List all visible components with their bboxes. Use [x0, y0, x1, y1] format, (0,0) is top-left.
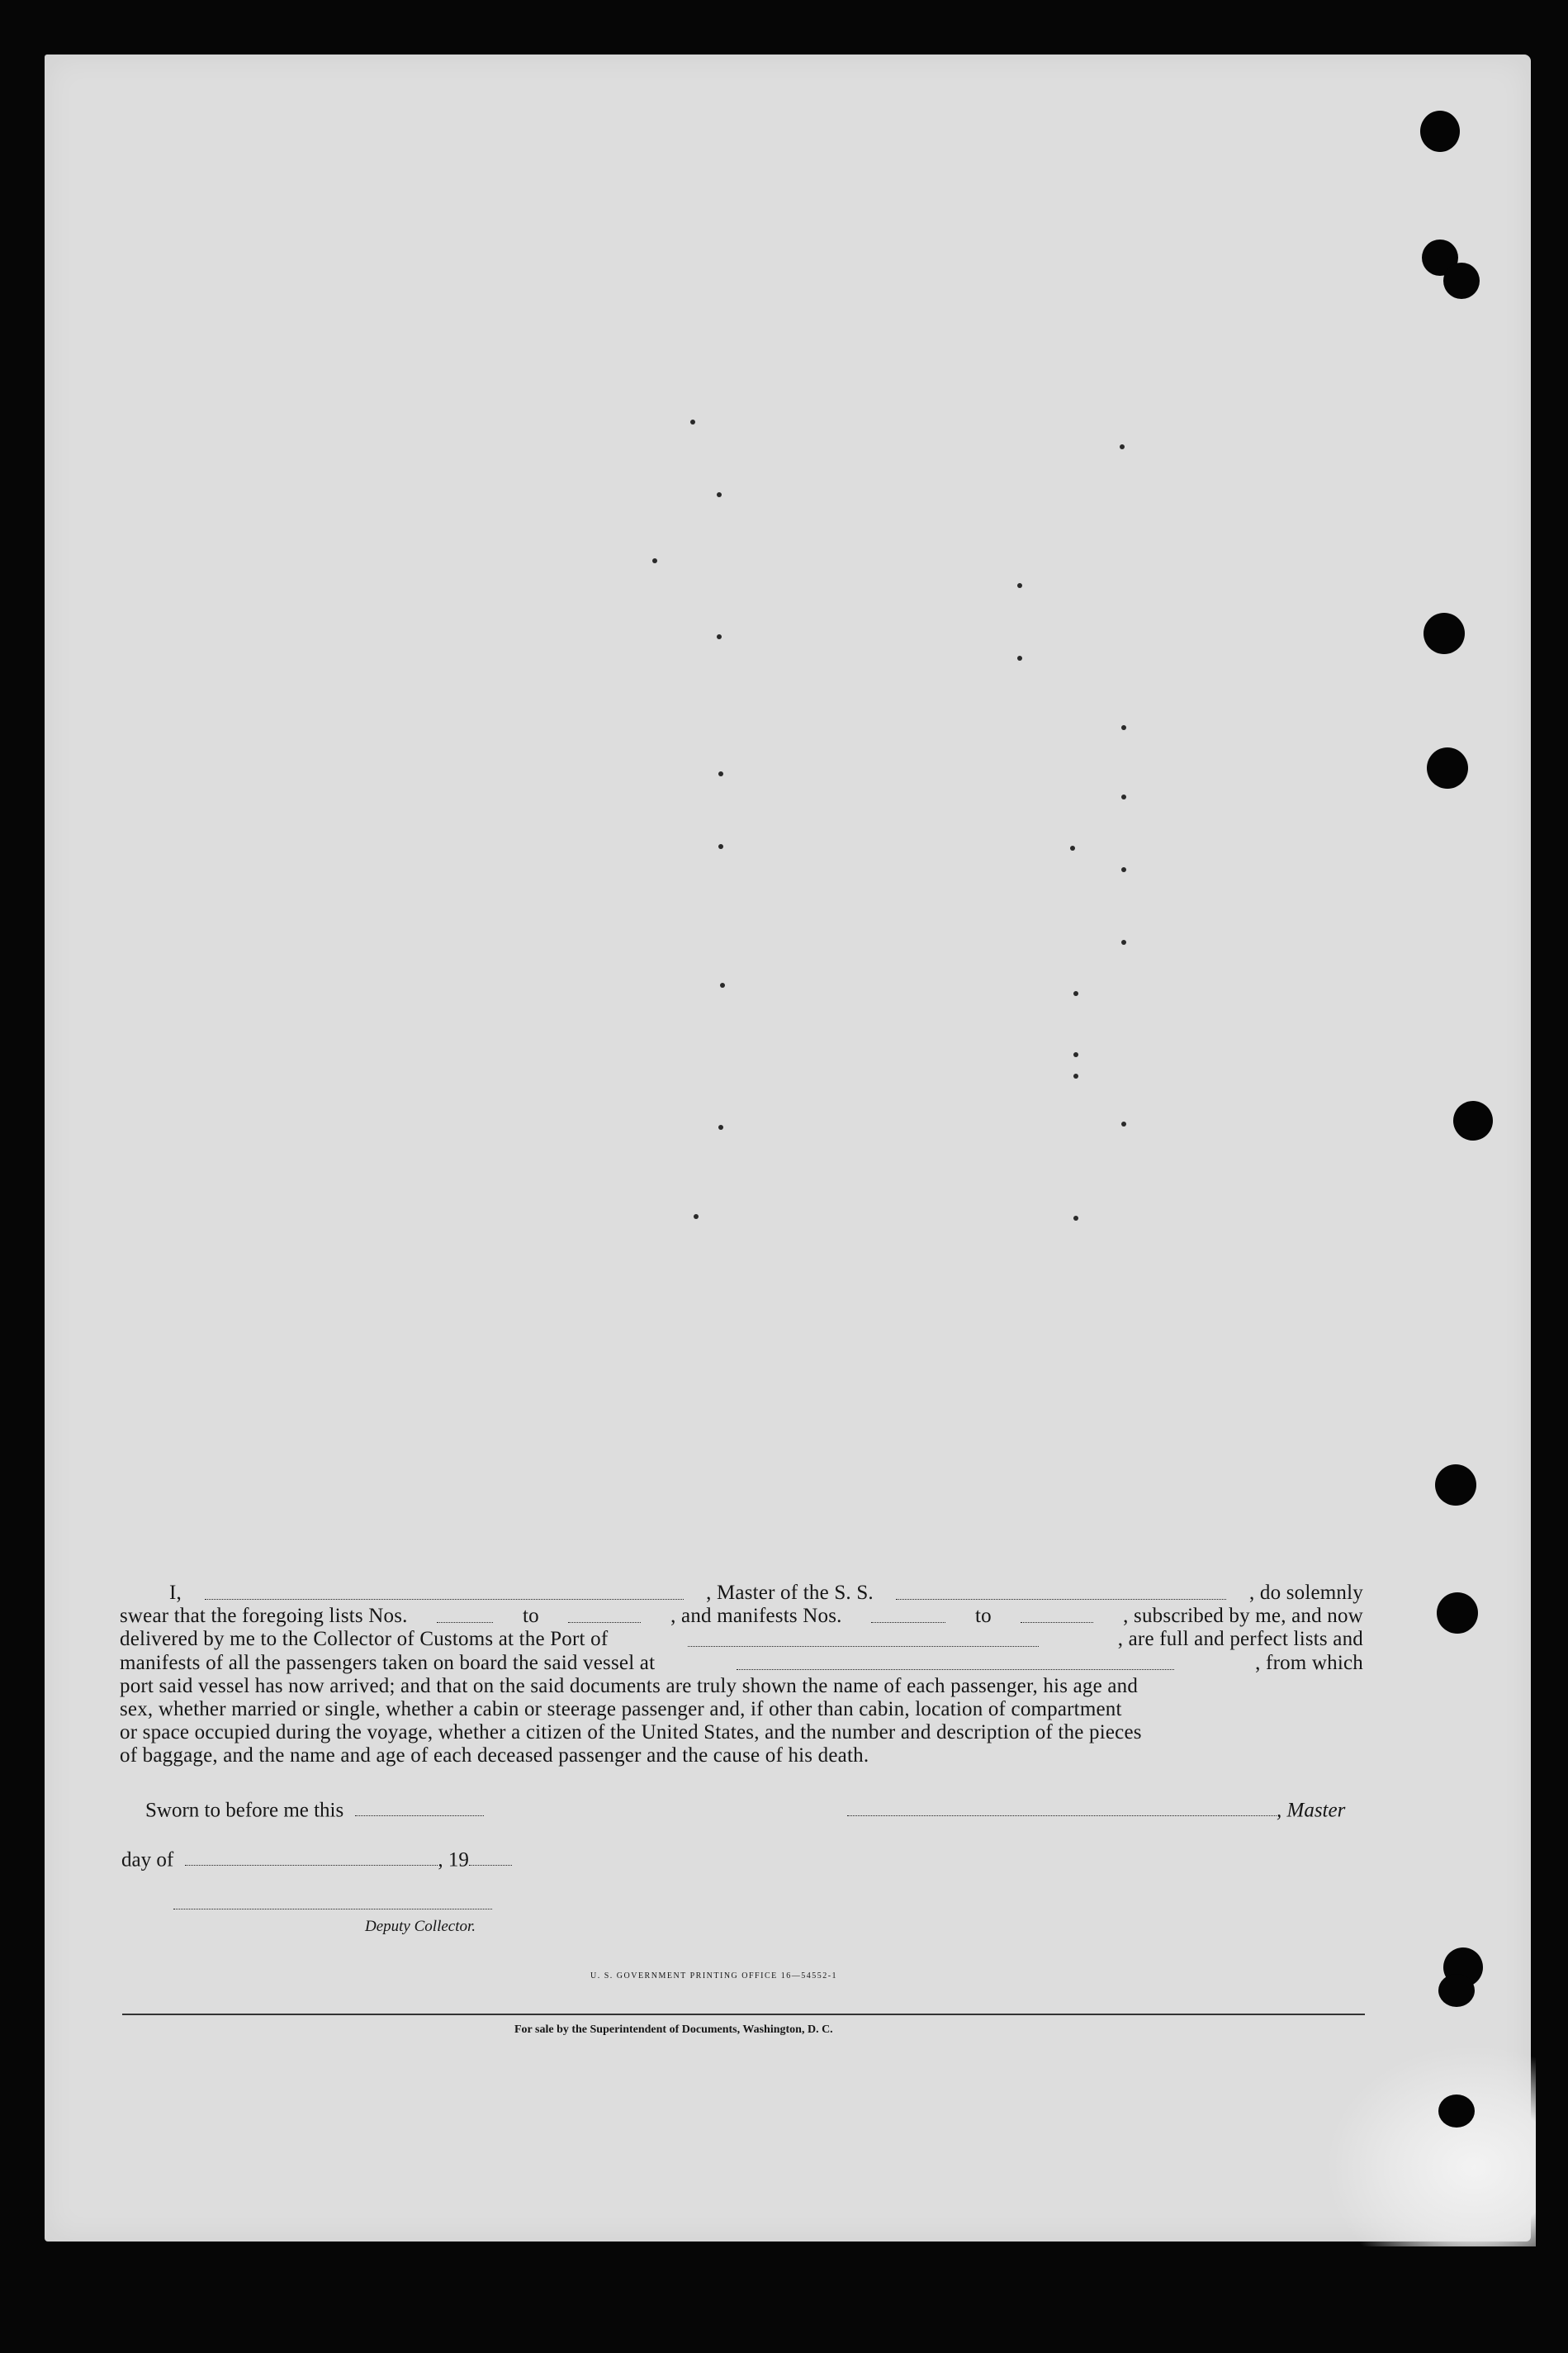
- oath-line: [120, 1744, 1363, 1767]
- punch-hole: [1438, 2094, 1475, 2128]
- year-label: , 19: [438, 1848, 469, 1871]
- list-to-blank: [568, 1605, 641, 1623]
- punch-hole: [1438, 1974, 1475, 2007]
- speck: [717, 492, 722, 497]
- speck: [718, 771, 723, 776]
- departure-port-blank: [737, 1652, 1174, 1670]
- master-signature-blank: [847, 1798, 1277, 1816]
- speck: [652, 558, 657, 563]
- deputy-signature-blank: [173, 1891, 492, 1909]
- sworn-line: [145, 1798, 484, 1822]
- year-blank: [469, 1848, 512, 1866]
- speck: [1017, 583, 1022, 588]
- speck: [717, 634, 722, 639]
- deputy-collector-label: Deputy Collector.: [365, 1918, 476, 1935]
- oath-text: , do solemnly: [1248, 1582, 1363, 1604]
- punch-hole: [1427, 747, 1468, 789]
- document-page: [45, 55, 1531, 2242]
- punch-hole: [1420, 111, 1460, 152]
- speck: [1070, 846, 1075, 851]
- oath-text: , and manifests Nos.: [670, 1605, 842, 1628]
- oath-line: [120, 1698, 1363, 1721]
- speck: [1121, 795, 1126, 799]
- month-blank: [185, 1848, 438, 1866]
- footer-rule: [122, 2014, 1365, 2015]
- master-oath: [120, 1582, 1363, 1768]
- oath-line: [120, 1652, 1363, 1675]
- oath-text: , are full and perfect lists and: [1117, 1628, 1363, 1651]
- master-name-blank: [205, 1582, 684, 1600]
- printing-office-imprint: U. S. GOVERNMENT PRINTING OFFICE 16—54552-1: [590, 1971, 838, 1981]
- oath-text: manifests of all the passengers taken on board the said vessel at: [120, 1651, 656, 1674]
- oath-text: port said vessel has now arrived; and that on the said documents are truly shown the name of each passenger, his age and: [120, 1674, 1139, 1697]
- day-of-label: day of: [121, 1848, 174, 1871]
- punch-hole: [1453, 1101, 1493, 1141]
- speck: [1120, 444, 1125, 449]
- oath-line: [120, 1628, 1363, 1651]
- oath-text: delivered by me to the Collector of Customs at the Port of: [120, 1628, 609, 1651]
- oath-text: to: [974, 1605, 992, 1628]
- speck: [694, 1214, 699, 1219]
- sworn-label: Sworn to before me this: [145, 1799, 344, 1822]
- ship-name-blank: [896, 1582, 1226, 1600]
- paper-stain: [1329, 2048, 1536, 2246]
- speck: [1121, 1122, 1126, 1127]
- oath-text: I,: [169, 1582, 182, 1604]
- speck: [1017, 656, 1022, 661]
- punch-hole: [1424, 613, 1465, 654]
- manifest-from-blank: [871, 1605, 945, 1623]
- sworn-day-blank: [355, 1798, 484, 1816]
- speck: [690, 420, 695, 425]
- oath-text: , from which: [1255, 1651, 1363, 1674]
- oath-line: [120, 1605, 1363, 1628]
- speck: [1121, 940, 1126, 945]
- oath-text: or space occupied during the voyage, whether a citizen of the United States, and the number and description of the pieces: [120, 1721, 1142, 1744]
- sale-notice: For sale by the Superintendent of Documents, Washington, D. C.: [514, 2023, 833, 2036]
- speck: [1073, 1074, 1078, 1079]
- oath-text: to: [522, 1605, 539, 1628]
- speck: [1073, 1216, 1078, 1221]
- punch-hole: [1437, 1592, 1478, 1634]
- oath-text: , Master of the S. S.: [706, 1582, 874, 1604]
- master-label: , Master: [1277, 1799, 1346, 1822]
- day-of-line: [121, 1848, 512, 1871]
- deputy-signature-line: [173, 1891, 492, 1909]
- oath-line: [120, 1721, 1363, 1744]
- oath-line: [120, 1675, 1363, 1698]
- speck: [718, 1125, 723, 1130]
- oath-line: [120, 1582, 1363, 1605]
- oath-text: of baggage, and the name and age of each deceased passenger and the cause of his death.: [120, 1744, 869, 1767]
- speck: [1121, 867, 1126, 872]
- punch-hole: [1435, 1464, 1476, 1506]
- list-from-blank: [437, 1605, 493, 1623]
- oath-text: , subscribed by me, and now: [1123, 1605, 1363, 1628]
- punch-hole: [1443, 263, 1480, 299]
- speck: [720, 983, 725, 988]
- oath-text: swear that the foregoing lists Nos.: [120, 1605, 408, 1628]
- speck: [1073, 1052, 1078, 1057]
- manifest-to-blank: [1021, 1605, 1093, 1623]
- speck: [1073, 991, 1078, 996]
- speck: [718, 844, 723, 849]
- speck: [1121, 725, 1126, 730]
- port-blank: [688, 1628, 1039, 1646]
- oath-text: sex, whether married or single, whether a cabin or steerage passenger and, if other than cabin, location of compartment: [120, 1698, 1122, 1721]
- master-signature-line: [847, 1798, 1345, 1822]
